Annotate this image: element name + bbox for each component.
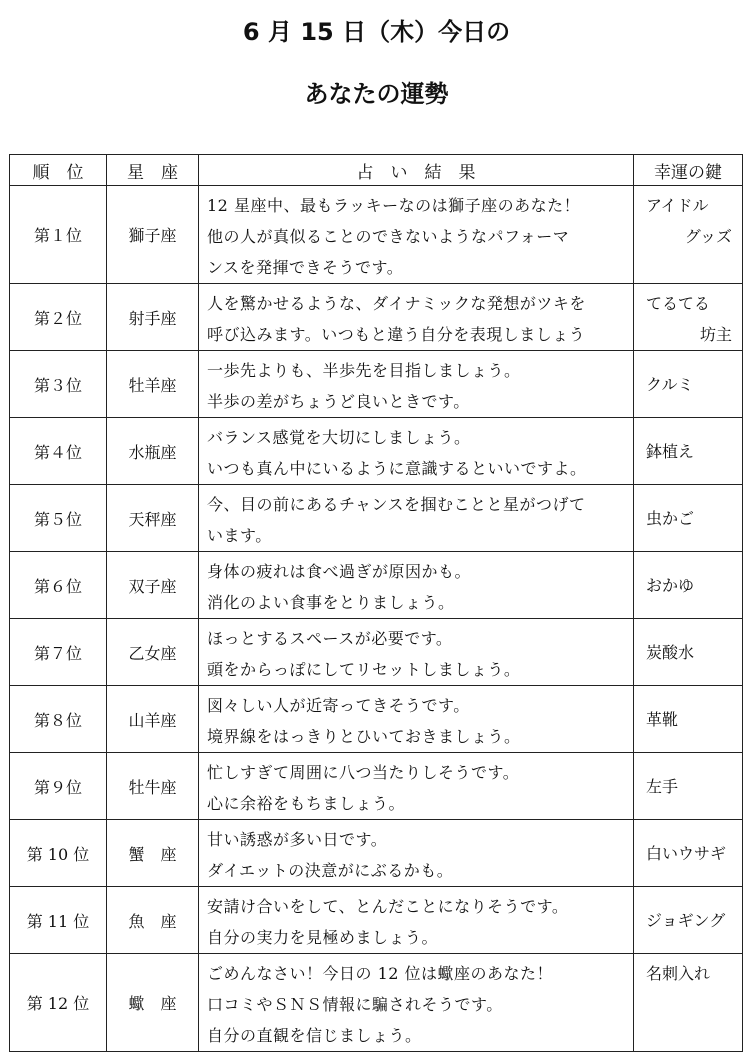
result-line: います。 [207,526,272,545]
sign-cell: 乙女座 [107,619,199,686]
fortune-table [9,154,743,1052]
header-lucky: 幸運の鍵 [634,155,743,186]
lucky-item-line: 炭酸水 [646,642,695,662]
result-cell [199,820,634,887]
rank-cell: 第 10 位 [10,820,107,887]
lucky-item-line: 左手 [646,776,679,796]
lucky-item-line: 白いウサギ [646,843,727,863]
lucky-item-line: グッズ [684,227,732,246]
rank-cell: 第８位 [10,686,107,753]
result-line: ンスを発揮できそうです。 [207,258,404,277]
sign-cell: 射手座 [107,284,199,351]
sign-cell: 双子座 [107,552,199,619]
result-line: 忙しすぎて周囲に八つ当たりしそうです。 [207,763,520,782]
result-cell [199,186,634,284]
lucky-item-line: 虫かご [646,508,695,528]
rank-cell: 第５位 [10,485,107,552]
table-row [10,418,743,485]
table-row [10,820,743,887]
rank-cell: 第６位 [10,552,107,619]
rank-cell: 第３位 [10,351,107,418]
page-subtitle: あなたの運勢 [304,80,449,108]
lucky-item-line: 坊主 [699,325,732,344]
lucky-item-line: ジョギング [646,910,726,930]
sign-cell: 牡羊座 [107,351,199,418]
result-line: 図々しい人が近寄ってきそうです。 [207,696,470,715]
header-result: 占 い 結 果 [199,155,634,186]
header-rank: 順 位 [10,155,107,186]
rank-cell: 第１位 [10,186,107,284]
lucky-item-line: 鉢植え [646,441,695,461]
lucky-item-cell [634,686,743,753]
table-header-row [10,155,743,186]
result-line: 口コミやＳＮＳ情報に騙されそうです。 [207,995,503,1014]
table-row [10,887,743,954]
result-line: 今、目の前にあるチャンスを掴むことと星がつげて [207,495,586,514]
result-line: 人を驚かせるような、ダイナミックな発想がツキを [207,294,586,313]
rank-cell: 第２位 [10,284,107,351]
lucky-item-line: 名刺入れ [646,964,711,983]
sign-cell: 牡牛座 [107,753,199,820]
result-line: いつも真ん中にいるように意識するといいですよ。 [207,459,587,478]
table-row [10,485,743,552]
table-row [10,753,743,820]
lucky-item-cell [634,186,743,284]
result-line: 12 星座中、最もラッキーなのは獅子座のあなた！ [207,196,581,215]
lucky-item-line: クルミ [646,374,694,394]
table-row [10,552,743,619]
result-cell [199,753,634,820]
lucky-item-cell [634,284,743,351]
sign-cell: 天秤座 [107,485,199,552]
result-cell [199,485,634,552]
result-cell [199,418,634,485]
result-line: 安請け合いをして、とんだことになりそうです。 [207,897,569,916]
rank-cell: 第７位 [10,619,107,686]
lucky-item-cell [634,485,743,552]
sign-cell: 蟹 座 [107,820,199,887]
result-line: 境界線をはっきりとひいておきましょう。 [207,727,521,746]
sign-cell: 蠍 座 [107,954,199,1052]
lucky-item-line: アイドル [646,196,709,215]
table-row [10,954,743,1052]
table-row [10,351,743,418]
result-cell [199,619,634,686]
header-sign: 星 座 [107,155,199,186]
lucky-item-cell [634,820,743,887]
rank-cell: 第 11 位 [10,887,107,954]
sign-cell: 山羊座 [107,686,199,753]
rank-cell: 第 12 位 [10,954,107,1052]
result-line: 身体の疲れは食べ過ぎが原因かも。 [207,562,472,581]
result-line: ほっとするスペースが必要です。 [207,629,453,648]
lucky-item-line: おかゆ [646,575,695,595]
result-line: 消化のよい食事をとりましょう。 [207,593,455,612]
result-cell [199,954,634,1052]
result-line: 自分の実力を見極めましょう。 [207,928,439,947]
result-line: 甘い誘惑が多い日です。 [207,830,388,849]
result-line: 心に余裕をもちましょう。 [207,794,406,813]
sign-cell: 水瓶座 [107,418,199,485]
table-row [10,284,743,351]
result-line: ごめんなさい！今日の 12 位は蠍座のあなた！ [207,964,554,983]
table-row [10,186,743,284]
result-line: ダイエットの決意がにぶるかも。 [207,861,454,880]
lucky-item-line: 革靴 [646,709,679,729]
lucky-item-cell [634,619,743,686]
result-line: 頭をからっぽにしてリセットしましょう。 [207,660,521,679]
result-cell [199,351,634,418]
result-line: 自分の直観を信じましょう。 [207,1026,422,1045]
rank-cell: 第９位 [10,753,107,820]
page-title: 6 月 15 日（木）今日の [242,18,511,46]
result-line: バランス感覚を大切にしましょう。 [207,428,471,447]
lucky-item-cell [634,954,743,1052]
sign-cell: 魚 座 [107,887,199,954]
lucky-item-line: てるてる [646,294,710,313]
result-cell [199,552,634,619]
rank-cell: 第４位 [10,418,107,485]
result-cell [199,284,634,351]
result-line: 一歩先よりも、半歩先を目指しましょう。 [207,361,521,380]
lucky-item-cell [634,351,743,418]
result-line: 半歩の差がちょうど良いときです。 [207,392,470,411]
lucky-item-cell [634,887,743,954]
result-cell [199,686,634,753]
lucky-item-cell [634,552,743,619]
result-line: 他の人が真似ることのできないようなパフォーマ [207,227,570,246]
lucky-item-cell [634,753,743,820]
lucky-item-cell [634,418,743,485]
sign-cell: 獅子座 [107,186,199,284]
table-row [10,619,743,686]
table-row [10,686,743,753]
result-line: 呼び込みます。いつもと違う自分を表現しましょう [207,325,586,344]
result-cell [199,887,634,954]
